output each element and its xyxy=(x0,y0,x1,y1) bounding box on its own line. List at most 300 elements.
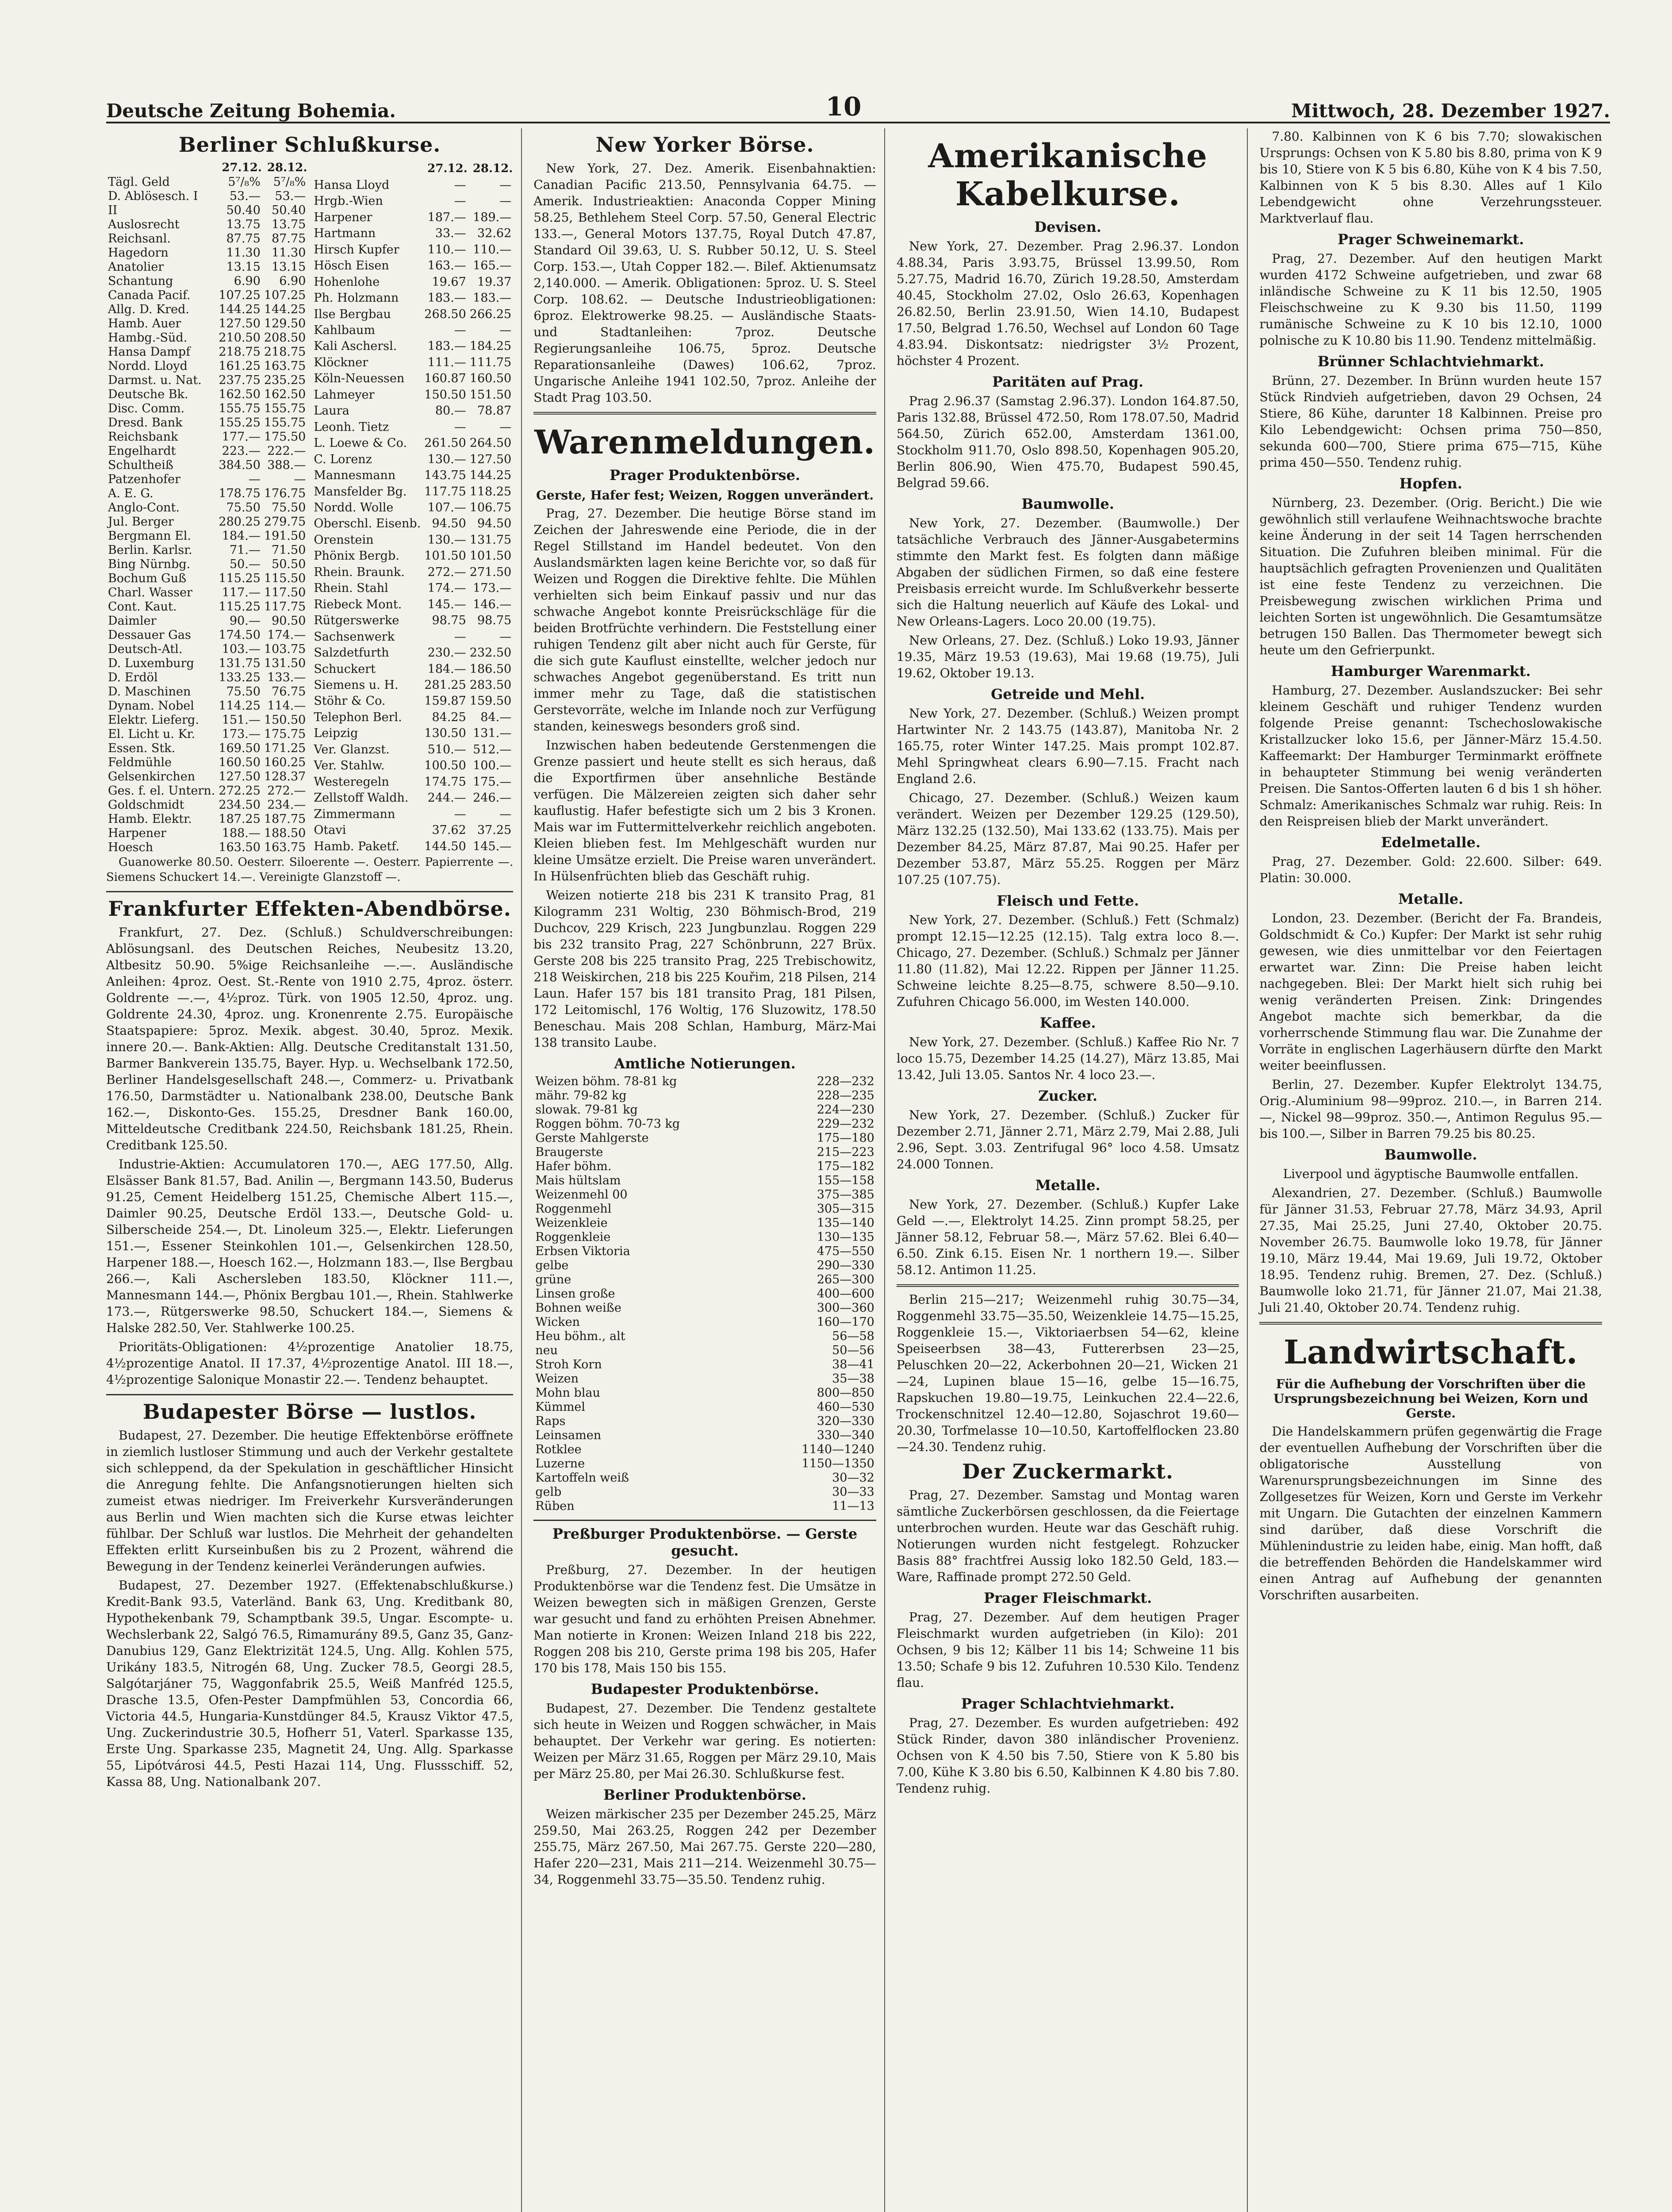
row-value: 50.40 xyxy=(226,204,261,217)
row-value: 320—330 xyxy=(817,1414,874,1428)
row-value: 174.— xyxy=(427,581,466,595)
table-row xyxy=(533,1174,876,1188)
row-label: Dessauer Gas xyxy=(108,628,191,642)
row-value: 75.50 xyxy=(272,501,306,515)
table-row xyxy=(312,774,513,790)
row-value: 115.25 xyxy=(219,572,261,585)
row-value: 144.50 xyxy=(424,839,466,853)
row-label: Dynam. Nobel xyxy=(108,699,194,713)
row-value: 232.50 xyxy=(469,646,512,660)
row-value: 131.— xyxy=(473,726,512,741)
metalle-title: Metalle. xyxy=(1035,1177,1101,1194)
table-row xyxy=(312,838,513,855)
row-label: Hansa Dampf xyxy=(108,345,191,359)
prager-para: Weizen notierte 218 bis 231 K transito Prag, 81 Kilogramm 231 Woltig, 230 Böhmisch-Brod, 219 Duchcov, 229 Krisch, 223 Jungbunzlau. Roggen 229 bis 232 transito Prag, 227 Schönbrunn, 227 Brüx. Gerste 208 bis 225 transito Prag, 225 Trebischowitz, 218 Weiskirchen, 218 bis 225 Kouřim, 218 Pilsen, 214 Laun. Hafer 157 bis 181 transito Prag, 181 Pilsen, 172 Leitomischl, 176 Woltig, 176 Sluzowitz, 178.50 Beneschau. Mais 208 Schlan, Hamburg, März-Mai 138 transito Laube. xyxy=(533,888,876,1050)
row-label: Reichsanl. xyxy=(108,232,171,246)
row-label: Hafer böhm. xyxy=(535,1160,612,1173)
table-row xyxy=(312,403,513,419)
row-label: Gelsenkirchen xyxy=(108,770,196,783)
table-row xyxy=(106,657,307,671)
row-label: Klöckner xyxy=(314,355,368,369)
row-value: 175—180 xyxy=(817,1131,874,1145)
row-value: 53.— xyxy=(229,189,261,203)
table-row xyxy=(106,671,307,685)
table-row xyxy=(106,373,307,388)
row-value: 155—158 xyxy=(817,1174,874,1187)
prager-para: Inzwischen haben bedeutende Gerstenmengen die Grenze passiert und heute stellt es sich heraus, daß die Exportfirmen über ansehnliche Bestände verfügen. Die Mälzereien zeigten sich daher sehr kauflustig. Hafer befestigte sich um 2 bis 3 Kronen. Mais war im Futtermittelverkehr reichlich angeboten. Kleien blieben fest. Im Mehlgeschäft wurden nur kleine Umsätze erzielt. Die Preise waren unverändert. In Hülsenfrüchten blieb das Geschäft ruhig. xyxy=(533,738,876,883)
row-value: 224—230 xyxy=(817,1103,874,1117)
row-label: Roggen böhm. 70-73 kg xyxy=(535,1117,680,1131)
table-row xyxy=(533,1499,876,1513)
row-label: Ver. Glanzst. xyxy=(314,742,390,757)
row-value: 144.25 xyxy=(264,303,306,316)
table-row xyxy=(106,444,307,458)
table-row xyxy=(106,741,307,756)
row-label: Charl. Wasser xyxy=(108,586,192,599)
row-label: Gerste Mahlgerste xyxy=(535,1131,649,1145)
row-value: 384.50 xyxy=(219,458,261,472)
row-value: 155.75 xyxy=(264,402,306,415)
row-value: 145.— xyxy=(427,597,466,611)
getreide-para: Chicago, 27. Dezember. (Schluß.) Weizen kaum verändert. Weizen per Dezember 129.25 (129.50), März 132.25 (132.50), Mai 133.62 (133.75). Mais per Dezember 84.25, März 87.87, Mai 90.25. Hafer per Dezember 53.87, März 55.25. Roggen per März 107.25 (107.75). xyxy=(896,791,1239,887)
table-row xyxy=(106,628,307,642)
row-value: 281.25 xyxy=(424,678,466,692)
devisen-title: Devisen. xyxy=(1034,219,1101,235)
table-row xyxy=(312,806,513,822)
row-value: 176.75 xyxy=(264,487,306,500)
row-label: D. Maschinen xyxy=(108,685,191,699)
row-value: 144.25 xyxy=(219,303,261,316)
row-value: 5⁷/₈% xyxy=(273,175,306,189)
row-value: 130.— xyxy=(427,533,466,547)
getreide-title: Getreide und Mehl. xyxy=(991,686,1145,703)
row-value: 50.50 xyxy=(272,557,306,571)
row-label: Salzdetfurth xyxy=(314,646,389,660)
row-value: 111.— xyxy=(427,355,466,369)
berliner-footer: Guanowerke 80.50. Oesterr. Siloerente —. Oesterr. Papierrente —. Siemens Schuckert 14.—. Vereinigte Glanzstoff —. xyxy=(106,856,514,884)
row-label: Harpener xyxy=(108,826,167,840)
row-value: 163.75 xyxy=(264,841,306,854)
hopfen-para: Nürnberg, 23. Dezember. (Orig. Bericht.) Die wie gewöhnlich still verlaufene Weihnachtswoche brachte keine Änderung in der seit 14 Tagen herrschenden Situation. Die Zufuhren bleiben minimal. Für die hauptsächlich gefragten Provenienzen und Qualitäten ist eine feste Tendenz zu verzeichnen. Die Preisbewegung zwischen wirklichen Prima und leichten Sorten ist ungewöhnlich. Die Gesamtumsätze betrugen 150 Ballen. Das Thermometer bewegt sich heute um den Gefrierpunkt. xyxy=(1259,495,1602,657)
row-label: Linsen große xyxy=(535,1287,615,1301)
row-value: 290—330 xyxy=(817,1259,874,1272)
row-value: 110.— xyxy=(473,242,512,257)
row-label: Rhein. Stahl xyxy=(314,581,388,595)
row-label: Rüben xyxy=(535,1499,575,1513)
table-row xyxy=(106,770,307,784)
row-label: Hansa Lloyd xyxy=(314,178,390,192)
row-value: 161.25 xyxy=(219,359,261,373)
table-row xyxy=(106,543,307,557)
table-row xyxy=(312,500,513,516)
table-row xyxy=(312,661,513,677)
row-value: 71.50 xyxy=(272,543,306,557)
row-value: 33.— xyxy=(435,227,466,241)
row-value: 230.— xyxy=(427,646,466,660)
row-label: D. Erdöl xyxy=(108,671,158,684)
table-row xyxy=(106,515,307,529)
row-value: 133.25 xyxy=(219,671,261,684)
row-value: 175.75 xyxy=(264,727,306,741)
berliner-kurse-table-right: 27.12. 28.12. Hansa Lloyd — — Hrgb.-Wien — — Harpener 187.— 189.— Hartmann 33.— 32.62 Hirsch Kupfer 110.— 110.— Hösch Eisen 163.— 165.— Hohenlohe 19.67 19.37 Ph. Holzmann 183.— 183.— Ilse Bergbau 268.50 266.25 Kahlbaum — — Kali Aschersl. 183.— 184.25 Klöckner 111.— 111.75 Köln-Neuessen 160.87 160.50 Lahmeyer 150.50 151.50 Laura 80.— 78.87 Leonh. Tietz — — L. Loewe & Co. 261.50 264.50 C. Lorenz 130.— 127.50 Mannesmann 143.75 144.25 Mansfelder Bg. 117.75 118.25 Nordd. Wolle 107.— 106.75 Oberschl. Eisenb. 94.50 94.50 Orenstein 130.— 131.75 Phönix Bergb. 101.50 101.50 Rhein. Braunk. 272.— 271.50 Rhein. Stahl 174.— 173.— Riebeck Mont. 145.— 146.— Rütgerswerke 98.75 98.75 Sachsenwerk — — Salzdetfurth 230.— 232.50 Schuckert 184.— 186.50 Siemens u. H. 281.25 283.50 Stöhr & Co. 159.87 159.50 Telephon Berl. 84.25 84.— Leipzig 130.50 131.— Ver. Glanzst. 510.— 512.— Ver. Stahlw. 100.50 100.— Westeregeln 174.75 175.— Zellstoff Waldh. 244.— 246.— Zimmermann — — Otavi 37.62 37.25 Hamb. Paketf. 144.50 145.— xyxy=(312,160,513,855)
row-label: Bing Nürnbg. xyxy=(108,557,191,571)
row-value: 244.— xyxy=(427,791,466,805)
table-row xyxy=(533,1287,876,1301)
row-label: Hirsch Kupfer xyxy=(314,242,399,257)
table-row xyxy=(312,274,513,290)
row-label: Ph. Holzmann xyxy=(314,291,399,305)
table-row xyxy=(106,189,307,204)
row-label: D. Ablösesch. I xyxy=(108,189,198,203)
table-row xyxy=(312,742,513,758)
row-label: Weizen böhm. 78-81 kg xyxy=(535,1075,677,1088)
budapest-para: Budapest, 27. Dezember 1927. (Effektenabschlußkurse.) Kredit-Bank 93.5, Vaterländ. Bank 63, Ung. Kreditbank 80, Hypothekenbank 79, Schamptbank 39.5, Ungar. Escompte- u. Wechslerbank 22, Salgó 76.5, Rimamurány 89.5, Ganz 35, Ganz-Danubius 129, Ganz Elektrizität 124.5, Ung. Allg. Kohlen 575, Urikány 183.5, Nitrogén 68, Ung. Zucker 78.5, Georgi 28.5, Salgótarjáner 75, Waggonfabrik 25.5, Weiß Manfréd 125.5, Drasche 13.5, Ofen-Pester Dampfmühlen 53, Concordia 66, Victoria 44.5, Hungaria-Kunstdünger 84.5, Krausz Viktor 47.5, Ung. Zuckerindustrie 30.5, Hofherr 51, Vaterl. Sparkasse 135, Erste Ung. Sparkasse 235, Magnetit 24, Ung. Allg. Sparkasse 55, Lipótvárosi 44.5, Pesti Hazai 114, Ung. Flussschiff. 52, Kassa 88, Ung. Nationalbank 207. xyxy=(106,1578,514,1789)
row-label: Rotklee xyxy=(535,1443,582,1456)
row-value: — xyxy=(499,323,512,338)
row-value: 246.— xyxy=(473,791,512,805)
row-value: 38—41 xyxy=(832,1358,874,1371)
landwirt-subtitle: Für die Aufhebung der Vorschriften über die Ursprungsbezeichnung bei Weizen, Korn und Gerste. xyxy=(1273,1377,1588,1421)
row-label: Hamb. Auer xyxy=(108,317,181,330)
schlachtvieh-title: Prager Schlachtviehmarkt. xyxy=(961,1695,1175,1712)
row-label: Rhein. Braunk. xyxy=(314,565,405,579)
table-row xyxy=(533,1244,876,1259)
row-label: Weizenmehl 00 xyxy=(535,1188,628,1202)
row-value: 127.50 xyxy=(219,770,261,783)
row-value: 127.50 xyxy=(469,452,512,466)
kaffee-title: Kaffee. xyxy=(1039,1014,1096,1031)
row-value: 159.87 xyxy=(424,694,466,708)
zuckermarkt-para: Prag, 27. Dezember. Samstag und Montag waren sämtliche Zuckerbörsen geschlossen, da die Feiertage unterbrochen wurden. Heute war das Geschäft ruhig. Notierungen wurden nicht festgelegt. Rohzucker Basis 88° frachtfrei Aussig loko 182.50 Geld, 183.— Ware, Raffinade prompt 272.50 Geld. xyxy=(896,1488,1239,1584)
edelmetalle-para: Prag, 27. Dezember. Gold: 22.600. Silber: 649. Platin: 30.000. xyxy=(1259,854,1602,885)
row-value: 189.— xyxy=(473,210,512,224)
row-value: 184.— xyxy=(427,662,466,676)
row-value: 388.— xyxy=(267,458,306,472)
row-value: 218.75 xyxy=(264,345,306,359)
row-label: Schultheiß xyxy=(108,458,173,472)
table-row xyxy=(106,204,307,218)
row-value: 261.50 xyxy=(424,436,466,450)
row-label: Dresd. Bank xyxy=(108,416,183,430)
column-3 xyxy=(897,128,1248,2212)
table-row xyxy=(106,345,307,359)
table-row xyxy=(533,1457,876,1471)
table-row xyxy=(312,258,513,274)
getreide-para: New York, 27. Dezember. (Schluß.) Weizen prompt Hartwinter Nr. 2 143.75 (143.87), Manitoba Nr. 2 165.75, roter Winter 147.25. Mais prompt 102.87. Mehl Springwheat clears 6.90—7.15. Fracht nach England 2.6. xyxy=(896,706,1239,786)
table-row xyxy=(533,1386,876,1400)
row-value: 162.50 xyxy=(219,388,261,401)
baumwolle-para: New York, 27. Dezember. (Baumwolle.) Der tatsächliche Verbrauch des Jänner-Ausgabetermins stimmte den Markt fest. Es folgten dann mäßige Abgaben der südlichen Firmen, so daß eine festere Preisbasis erreicht wurde. Im Schlußverkehr besserte sich die Haltung neuerlich auf Käufe des Lokal- und New Orleans-Lagers. Loco 20.00 (19.75). xyxy=(896,516,1239,629)
row-label: Braugerste xyxy=(535,1145,603,1159)
row-value: 173.— xyxy=(473,581,512,595)
table-row xyxy=(533,1145,876,1160)
row-label: Wicken xyxy=(535,1315,580,1329)
row-value: 300—360 xyxy=(817,1301,874,1315)
row-value: 460—530 xyxy=(817,1400,874,1414)
row-value: 160.25 xyxy=(264,756,306,769)
row-value: 84.— xyxy=(480,710,512,724)
row-value: 100.— xyxy=(473,759,512,773)
row-value: — xyxy=(499,420,512,434)
berliner-prod-title: Berliner Produktenbörse. xyxy=(603,1786,806,1803)
amtlich-table xyxy=(533,1075,876,1513)
row-value: 100.50 xyxy=(424,759,466,773)
berliner-kurse-title: Berliner Schlußkurse. xyxy=(178,133,441,157)
table-row xyxy=(533,1230,876,1244)
row-value: 98.75 xyxy=(432,614,466,628)
table-row xyxy=(106,458,307,472)
row-value: 1150—1350 xyxy=(801,1457,874,1471)
issue-date: Mittwoch, 28. Dezember 1927. xyxy=(1291,100,1610,122)
row-label: Hrgb.-Wien xyxy=(314,194,383,208)
table-row xyxy=(106,756,307,770)
row-value: 50.40 xyxy=(272,204,306,217)
row-value: 101.50 xyxy=(424,549,466,563)
table-row xyxy=(312,290,513,306)
paritaeten-para: Prag 2.96.37 (Samstag 2.96.37). London 164.87.50, Paris 132.88, Brüssel 472.50, Rom 178.07.50, Madrid 564.50, Zürich 652.00, Amsterdam 1361.00, Stockholm 911.70, Oslo 898.50, Kopenhagen 905.20, Berlin 806.90, Wien 475.70, Budapest 590.45, Belgrad 59.66. xyxy=(896,394,1239,490)
table-row xyxy=(106,472,307,487)
row-value: 19.37 xyxy=(477,275,512,289)
row-value: 90.50 xyxy=(272,614,306,628)
row-label: C. Lorenz xyxy=(314,452,372,466)
row-value: 475—550 xyxy=(817,1244,874,1258)
row-label: Hohenlohe xyxy=(314,275,380,289)
row-value: 144.25 xyxy=(469,469,512,483)
row-value: 101.50 xyxy=(469,549,512,563)
divider xyxy=(1259,1322,1602,1325)
table-row xyxy=(533,1216,876,1230)
table-row xyxy=(533,1259,876,1273)
zucker-title: Zucker. xyxy=(1038,1087,1097,1104)
row-value: 50.— xyxy=(229,557,261,571)
row-value: 188.— xyxy=(222,826,261,840)
table-row xyxy=(106,826,307,841)
table-row xyxy=(533,1414,876,1429)
table-row xyxy=(312,613,513,629)
row-value: 268.50 xyxy=(424,307,466,321)
row-value: 30—33 xyxy=(832,1485,874,1499)
table-row xyxy=(106,501,307,515)
row-label: Ges. f. el. Untern. xyxy=(108,784,215,798)
table-row xyxy=(106,303,307,317)
table-row xyxy=(312,516,513,532)
row-label: Berlin. Karlsr. xyxy=(108,543,192,557)
row-value: 186.50 xyxy=(469,662,512,676)
row-label: Elektr. Lieferg. xyxy=(108,713,199,727)
row-value: 272.— xyxy=(267,784,306,798)
row-value: — xyxy=(499,630,512,644)
baumwolle-title: Baumwolle. xyxy=(1021,495,1114,512)
row-value: 173.— xyxy=(222,727,261,741)
row-value: 235.25 xyxy=(264,373,306,387)
row-value: 283.50 xyxy=(469,678,512,692)
row-label: Orenstein xyxy=(314,533,374,547)
row-label: Daimler xyxy=(108,614,157,628)
row-value: 11.30 xyxy=(226,246,261,260)
row-value: 218.75 xyxy=(219,345,261,359)
table-row xyxy=(312,419,513,435)
row-label: Deutsch-Atl. xyxy=(108,642,183,656)
row-label: Stöhr & Co. xyxy=(314,694,386,708)
table-row xyxy=(312,693,513,709)
schlachtvieh-para: Prag, 27. Dezember. Es wurden aufgetrieben: 492 Stück Rinder, davon 380 inländischer Provenienz. Ochsen von K 4.50 bis 7.50, Stiere von K 5.80 bis 7.00, Kühe K 3.80 bis 6.50, Kalbinnen K 4.80 bis 7.80. Tendenz ruhig. xyxy=(896,1716,1239,1796)
table-row xyxy=(533,1075,876,1089)
row-value: 107.25 xyxy=(219,288,261,302)
row-label: L. Loewe & Co. xyxy=(314,436,407,450)
table-row xyxy=(106,685,307,699)
row-label: Leinsamen xyxy=(535,1429,602,1442)
row-label: Jul. Berger xyxy=(108,515,174,529)
row-value: 127.50 xyxy=(219,317,261,330)
row-value: 6.90 xyxy=(234,274,261,288)
row-value: 155.75 xyxy=(264,416,306,430)
metalle-title: Metalle. xyxy=(1398,891,1464,907)
table-row xyxy=(312,355,513,371)
berlin-metal-para: Berlin, 27. Dezember. Kupfer Elektrolyt 134.75, Orig.-Aluminium 98—99proz. 210.—, in Barren 214.—, Nickel 98—99proz. 350.—, Antimon Regulus 95.— bis 100.—, Silber in Barren 79.25 bis 80.25. xyxy=(1259,1077,1602,1141)
row-value: 175.50 xyxy=(264,430,306,444)
schweine-title: Prager Schweinemarkt. xyxy=(1337,231,1524,248)
row-value: 228—232 xyxy=(817,1075,874,1088)
paritaeten-title: Paritäten auf Prag. xyxy=(992,373,1144,390)
table-row xyxy=(312,242,513,258)
row-label: Weizenkleie xyxy=(535,1216,608,1230)
table-row xyxy=(106,430,307,444)
row-label: slowak. 79-81 kg xyxy=(535,1103,638,1117)
row-value: 115.25 xyxy=(219,600,261,614)
divider xyxy=(106,891,513,892)
row-value: 237.75 xyxy=(219,373,261,387)
row-value: 400—600 xyxy=(817,1287,874,1301)
row-label: Phönix Bergb. xyxy=(314,549,399,563)
fleisch-para: New York, 27. Dezember. (Schluß.) Fett (Schmalz) prompt 12.15—12.25 (12.15). Talg extra loco 8.—. Chicago, 27. Dezember. (Schluß.) Schmalz per Jänner 11.80 (11.82), Mai 12.22. Rippen per Jänner 11.25. Schweine leichte 8.25—8.75, schwere 8.50—9.10. Zufuhren Chicago 56.000, im Westen 140.000. xyxy=(896,913,1239,1009)
row-label: Cont. Kaut. xyxy=(108,600,177,614)
row-label: Kümmel xyxy=(535,1400,586,1414)
divider xyxy=(533,1520,876,1521)
row-label: Otavi xyxy=(314,823,346,837)
row-label: Hartmann xyxy=(314,227,376,241)
row-value: 98.75 xyxy=(477,614,512,628)
table-row xyxy=(533,1273,876,1287)
row-value: 56—58 xyxy=(832,1329,874,1343)
row-value: 191.50 xyxy=(264,529,306,543)
table-row xyxy=(106,175,307,189)
row-value: 128.37 xyxy=(264,770,306,783)
row-value: 117.— xyxy=(222,586,261,599)
row-label: Mais hültslam xyxy=(535,1174,621,1187)
table-row xyxy=(106,784,307,798)
row-label: Hoesch xyxy=(108,841,153,854)
table-row xyxy=(312,338,513,354)
baumwolle-para: New Orleans, 27. Dez. (Schluß.) Loko 19.93, Jänner 19.35, März 19.53 (19.63), Mai 19.68 (19.75), Juli 19.62, Oktober 19.13. xyxy=(896,633,1239,680)
row-value: 131.75 xyxy=(469,533,512,547)
row-label: Sachsenwerk xyxy=(314,630,395,644)
table-row xyxy=(533,1188,876,1202)
table-row xyxy=(312,323,513,338)
table-row xyxy=(106,260,307,274)
row-value: 151.50 xyxy=(469,388,512,402)
kabel-title: Amerikanische Kabelkurse. xyxy=(928,137,1208,213)
row-value: 11—13 xyxy=(832,1499,874,1513)
row-value: 133.— xyxy=(267,671,306,684)
row-label: Nordd. Lloyd xyxy=(108,359,188,373)
row-value: 183.— xyxy=(473,291,512,305)
divider xyxy=(897,1284,1239,1287)
row-value: 37.25 xyxy=(477,823,512,837)
row-value: 106.75 xyxy=(469,501,512,515)
row-value: 84.25 xyxy=(432,710,466,724)
table-row xyxy=(312,822,513,838)
table-row xyxy=(312,565,513,580)
row-value: 114.25 xyxy=(219,699,261,713)
landwirt-title: Landwirtschaft. xyxy=(1283,1333,1578,1371)
row-label: Roggenmehl xyxy=(535,1202,612,1216)
baumwolle-para: Alexandrien, 27. Dezember. (Schluß.) Baumwolle für Jänner 31.53, Februar 27.78, März 34.93, April 27.35, Mai 25.25, Juni 27.40, Oktober 20.75. November 26.75. Baumwolle loko 19.78, für Jänner 19.10, März 19.44, Mai 19.69, Juli 19.72, Oktober 18.95. Tendenz ruhig. Bremen, 27. Dez. (Schluß.) Baumwolle loko 21.71, für Jänner 21.07, Mai 21.38, Juli 21.40, Oktober 20.74. Tendenz ruhig. xyxy=(1259,1186,1602,1315)
table-row xyxy=(106,586,307,600)
zucker-para: New York, 27. Dezember. (Schluß.) Zucker für Dezember 2.71, Jänner 2.71, März 2.79, Mai 2.88, Juli 2.96, Sept. 3.03. Zentrifugal 96° loco 4.58. Umsatz 24.000 Tonnen. xyxy=(896,1108,1239,1171)
baumwolle-sub: Liverpool und ägyptische Baumwolle entfallen. xyxy=(1283,1167,1579,1181)
row-value: 1140—1240 xyxy=(801,1443,874,1456)
row-value: 71.— xyxy=(229,543,261,557)
row-value: 163.— xyxy=(427,259,466,273)
row-value: 169.50 xyxy=(219,741,261,755)
column-4 xyxy=(1259,128,1610,2212)
table-row xyxy=(533,1429,876,1443)
row-value: 279.75 xyxy=(264,515,306,529)
table-row xyxy=(533,1131,876,1145)
table-row xyxy=(533,1117,876,1131)
row-value: 13.75 xyxy=(272,218,306,231)
table-row xyxy=(312,210,513,226)
berliner-kurse-table-left: 27.12. 28.12. Tägl. Geld 5⁷/₈% 5⁷/₈% D. Ablösesch. I 53.— 53.— II 50.40 50.40 Auslosrecht 13.75 13.75 Reichsanl. 87.75 87.75 Hagedorn 11.30 11.30 Anatolier 13.15 13.15 Schantung 6.90 6.90 Canada Pacif. 107.25 107.25 Allg. D. Kred. 144.25 144.25 Hamb. Auer 127.50 129.50 Hambg.-Süd. 210.50 208.50 Hansa Dampf 218.75 218.75 Nordd. Lloyd 161.25 163.75 Darmst. u. Nat. 237.75 235.25 Deutsche Bk. 162.50 162.50 Disc. Comm. 155.75 155.75 Dresd. Bank 155.25 155.75 Reichsbank 177.— 175.50 Engelhardt 223.— 222.— Schultheiß 384.50 388.— Patzenhofer — — A. E. G. 178.75 176.75 Anglo-Cont. 75.50 75.50 Jul. Berger 280.25 279.75 Bergmann El. 184.— 191.50 Berlin. Karlsr. 71.— 71.50 Bing Nürnbg. 50.— 50.50 Bochum Guß 115.25 115.50 Charl. Wasser 117.— 117.50 Cont. Kaut. 115.25 117.75 Daimler 90.— 90.50 Dessauer Gas 174.50 174.— Deutsch-Atl. 103.— 103.75 D. Luxemburg 131.75 131.50 D. Erdöl 133.25 133.— D. Maschinen 75.50 76.75 Dynam. Nobel 114.25 114.— Elektr. Lieferg. 151.— 150.50 El. Licht u. Kr. 173.— 175.75 Essen. Stk. 169.50 171.25 Feldmühle 160.50 160.25 Gelsenkirchen 127.50 128.37 Ges. f. el. Untern. 272.25 272.— Goldschmidt 234.50 234.— Hamb. Elektr. 187.25 187.75 Harpener 188.— 188.50 Hoesch 163.50 163.75 xyxy=(106,160,307,855)
row-value: — xyxy=(248,472,261,486)
row-value: 155.25 xyxy=(219,416,261,430)
row-value: 188.50 xyxy=(264,826,306,840)
row-label: Zimmermann xyxy=(314,807,395,821)
row-value: 160.50 xyxy=(469,372,512,386)
row-value: 110.— xyxy=(427,242,466,257)
row-value: 90.— xyxy=(229,614,261,628)
table-row xyxy=(312,629,513,645)
row-value: 111.75 xyxy=(469,355,512,369)
bruenner-title: Brünner Schlachtviehmarkt. xyxy=(1317,353,1544,370)
table-row xyxy=(312,306,513,322)
row-value: 131.50 xyxy=(264,657,306,670)
row-label: Roggenkleie xyxy=(535,1230,611,1244)
table-row xyxy=(533,1329,876,1344)
row-value: 210.50 xyxy=(219,331,261,345)
row-label: Mohn blau xyxy=(535,1386,600,1400)
row-label: Canada Pacif. xyxy=(108,288,191,302)
table-row xyxy=(106,388,307,402)
row-label: Harpener xyxy=(314,210,372,224)
table-row xyxy=(533,1471,876,1485)
row-value: 174.— xyxy=(267,628,306,642)
row-label: Kali Aschersl. xyxy=(314,339,397,353)
row-label: Lahmeyer xyxy=(314,388,375,402)
row-value: — xyxy=(499,807,512,821)
table-row xyxy=(312,435,513,451)
row-value: 280.25 xyxy=(219,515,261,529)
table-row xyxy=(533,1160,876,1174)
row-value: 222.— xyxy=(267,444,306,458)
row-value: 150.50 xyxy=(424,388,466,402)
table-row xyxy=(106,614,307,628)
row-value: 510.— xyxy=(427,742,466,757)
row-value: 131.75 xyxy=(219,657,261,670)
row-value: 162.50 xyxy=(264,388,306,401)
row-label: Laura xyxy=(314,404,349,418)
table-row xyxy=(106,727,307,741)
